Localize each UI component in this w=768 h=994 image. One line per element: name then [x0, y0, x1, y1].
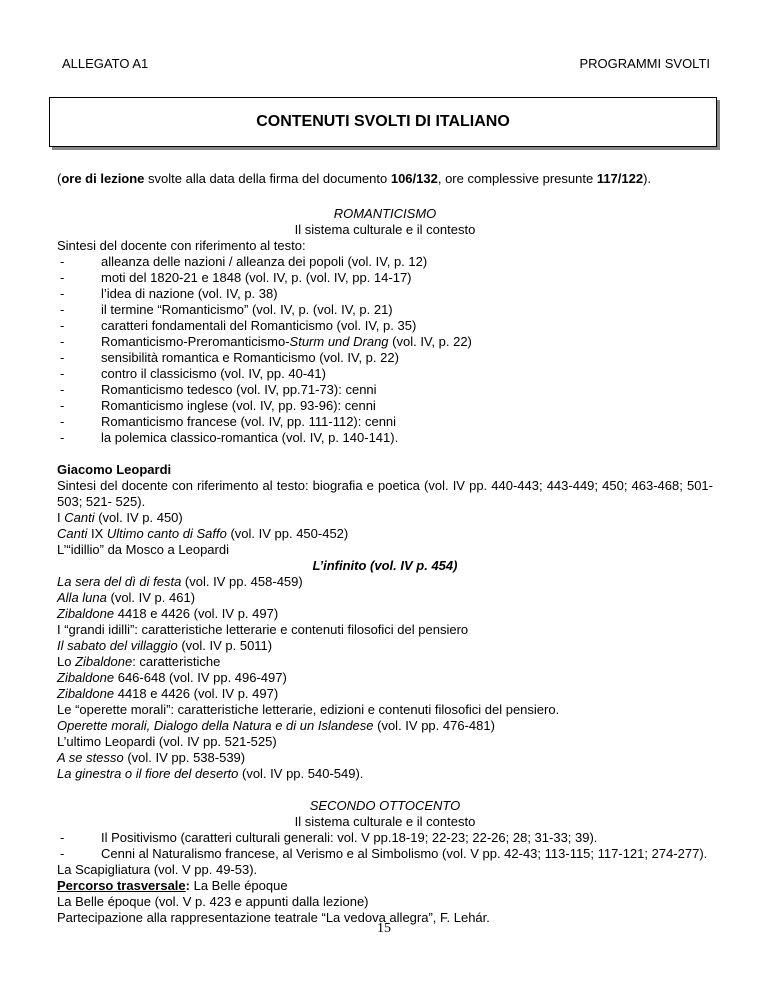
line: L’ultimo Leopardi (vol. IV pp. 521-525)	[57, 734, 277, 749]
line: Partecipazione alla rappresentazione teatrale “La vedova allegra”, F. Lehár.	[57, 910, 490, 925]
t-italic: Alla luna	[57, 590, 107, 605]
section-heading-leopardi: Giacomo Leopardi	[57, 462, 172, 477]
t-italic: Ultimo canto di Saffo	[106, 526, 227, 541]
item-text: (vol. IV, p. 22)	[388, 334, 472, 349]
intro-line	[57, 171, 713, 187]
list-item: - contro il classicismo (vol. IV, pp. 40-41)	[57, 366, 713, 382]
line	[57, 670, 713, 686]
t: (vol. IV pp. 450-452)	[226, 526, 349, 541]
line: I “grandi idilli”: caratteristiche letterarie e contenuti filosofici del pensiero	[57, 622, 469, 637]
line	[57, 718, 713, 734]
t: (vol. IV pp. 540-549).	[238, 766, 364, 781]
item-italic: Sturm und Drang	[289, 334, 389, 349]
list-item: - sensibilità romantica e Romanticismo (vol. IV, p. 22)	[57, 350, 713, 366]
list-item: - Romanticismo tedesco (vol. IV, pp.71-73): cenni	[57, 382, 713, 398]
list-item: - Romanticismo francese (vol. IV, pp. 111-112): cenni	[57, 414, 713, 430]
t: (vol. IV pp. 476-481)	[373, 718, 495, 733]
line	[57, 750, 713, 766]
line-infinito: L’infinito (vol. IV p. 454)	[312, 558, 458, 573]
t-italic: Il sabato del villaggio	[57, 638, 178, 653]
t: Lo	[57, 654, 76, 669]
t-italic: La ginestra o il fiore del deserto	[57, 766, 239, 781]
t-italic: Canti	[64, 510, 95, 525]
t: (vol. IV pp. 458-459)	[181, 574, 303, 589]
intro-bold: ore di lezione	[61, 171, 145, 186]
section-subheading: Il sistema culturale e il contesto	[294, 814, 476, 829]
intro-text: svolte alla data della firma del documento	[144, 171, 391, 186]
title-box	[49, 97, 717, 147]
list-item: - alleanza delle nazioni / alleanza dei popoli (vol. IV, p. 12)	[57, 254, 713, 270]
line-percorso	[57, 878, 713, 894]
percorso-label: Percorso trasversale	[57, 878, 186, 893]
t-italic: A se stesso	[57, 750, 124, 765]
t: : caratteristiche	[132, 654, 221, 669]
t: 4418 e 4426 (vol. IV p. 497)	[114, 606, 279, 621]
t: (vol. IV pp. 538-539)	[123, 750, 246, 765]
line	[57, 510, 713, 526]
list-item	[57, 334, 713, 350]
intro-text: ).	[643, 171, 652, 186]
intro-text: (	[57, 171, 62, 186]
t: :	[185, 878, 190, 893]
t-italic: Zibaldone	[57, 606, 115, 621]
t-italic: Zibaldone	[57, 686, 115, 701]
item-text: Romanticismo-Preromanticismo-	[101, 334, 290, 349]
leopardi-sintesi: Sintesi del docente con riferimento al testo: biografia e poetica (vol. IV pp. 440-443; 443-449; 450; 463-468; 501-503; 521- 525).	[57, 478, 713, 509]
section-lead: Sintesi del docente con riferimento al testo:	[57, 238, 306, 253]
ottocento-list	[57, 830, 713, 862]
t: (vol. IV p. 461)	[106, 590, 196, 605]
section-heading-romanticismo: ROMANTICISMO	[333, 206, 437, 221]
section-heading-ottocento: SECONDO OTTOCENTO	[309, 798, 461, 813]
romanticismo-list	[57, 254, 713, 446]
intro-text: , ore complessive presunte	[437, 171, 597, 186]
t: 4418 e 4426 (vol. IV p. 497)	[114, 686, 279, 701]
line: Le “operette morali”: caratteristiche letterarie, edizioni e contenuti filosofici del pensiero.	[57, 702, 560, 717]
page-number: 15	[377, 921, 391, 936]
line: La Belle époque (vol. V p. 423 e appunti dalla lezione)	[57, 894, 369, 909]
header-left: ALLEGATO A1	[62, 56, 149, 71]
t: La Belle époque	[190, 878, 288, 893]
list-item: - caratteri fondamentali del Romanticismo (vol. IV, p. 35)	[57, 318, 713, 334]
line	[57, 574, 713, 590]
list-item: - moti del 1820-21 e 1848 (vol. IV, p. (vol. IV, pp. 14-17)	[57, 270, 713, 286]
section-subheading: Il sistema culturale e il contesto	[294, 222, 476, 237]
header-right: PROGRAMMI SVOLTI	[579, 56, 710, 71]
intro-bold: 117/122	[596, 171, 644, 186]
document-body	[57, 171, 713, 926]
line	[57, 638, 713, 654]
line	[57, 526, 713, 542]
line: La Scapigliatura (vol. V pp. 49-53).	[57, 862, 258, 877]
t-italic: Zibaldone	[75, 654, 133, 669]
intro-bold: 106/132	[390, 171, 438, 186]
t-italic: Zibaldone	[57, 670, 115, 685]
t-italic: La sera del dì di festa	[57, 574, 182, 589]
t-italic: Operette morali, Dialogo della Natura e di un Islandese	[57, 718, 374, 733]
line	[57, 606, 713, 622]
list-item: - il termine “Romanticismo” (vol. IV, p. (vol. IV, p. 21)	[57, 302, 713, 318]
line: L’“idillio” da Mosco a Leopardi	[57, 542, 229, 557]
list-item: - l’idea di nazione (vol. IV, p. 38)	[57, 286, 713, 302]
t: 646-648 (vol. IV pp. 496-497)	[114, 670, 287, 685]
line	[57, 654, 713, 670]
line	[57, 766, 713, 782]
t: I	[57, 510, 65, 525]
t: IX	[87, 526, 107, 541]
t: (vol. IV p. 450)	[94, 510, 183, 525]
list-item: - la polemica classico-romantica (vol. IV, p. 140-141).	[57, 430, 713, 446]
list-item: - Romanticismo inglese (vol. IV, pp. 93-96): cenni	[57, 398, 713, 414]
line	[57, 590, 713, 606]
t: (vol. IV p. 5011)	[177, 638, 273, 653]
page-title: CONTENUTI SVOLTI DI ITALIANO	[256, 113, 510, 130]
line	[57, 686, 713, 702]
list-item: - Cenni al Naturalismo francese, al Verismo e al Simbolismo (vol. V pp. 42-43; 113-115; 117-121; 274-277).	[57, 846, 713, 862]
t-italic: Canti	[57, 526, 88, 541]
list-item: - Il Positivismo (caratteri culturali generali: vol. V pp.18-19; 22-23; 22-26; 28; 31-33; 39).	[57, 830, 713, 846]
